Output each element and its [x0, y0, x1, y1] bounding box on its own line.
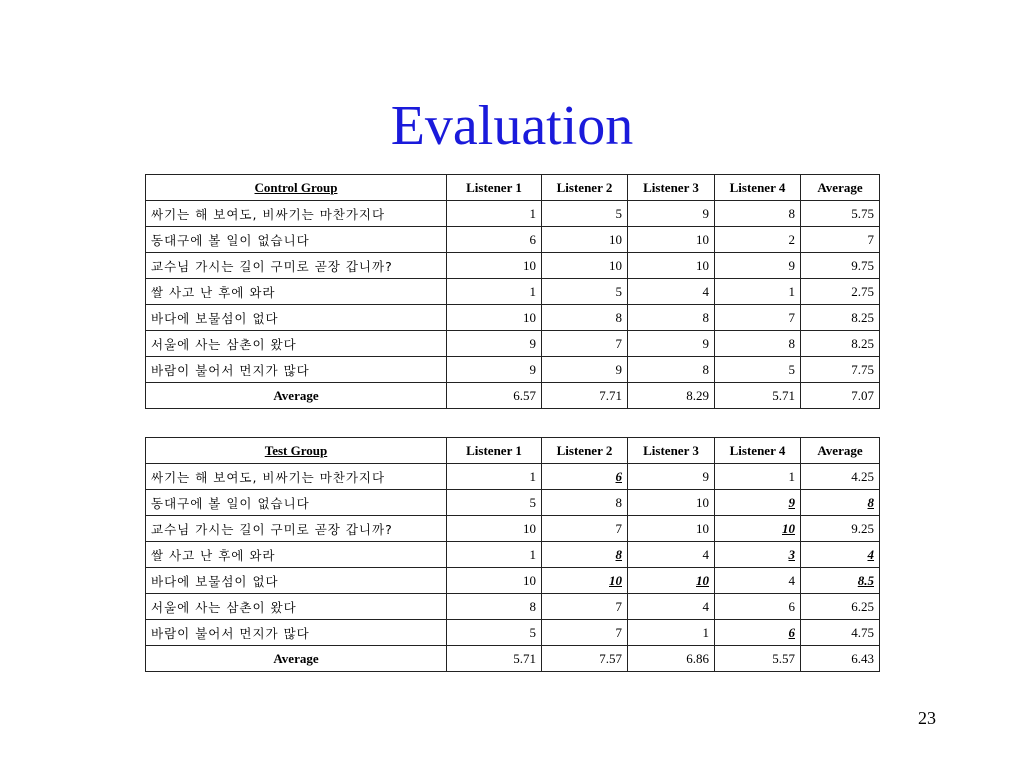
score-cell: 10 [447, 253, 542, 279]
column-header: Listener 4 [715, 438, 801, 464]
average-cell: 5.57 [715, 646, 801, 672]
score-cell: 8.25 [801, 331, 880, 357]
column-header: Average [801, 438, 880, 464]
table-row [146, 464, 880, 490]
phrase-cell: 싸기는 해 보여도, 비싸기는 마찬가지다 [146, 464, 447, 490]
average-cell: 6.43 [801, 646, 880, 672]
score-cell: 5 [447, 490, 542, 516]
table-row [146, 279, 880, 305]
score-cell: 8 [542, 490, 628, 516]
score-cell: 7 [542, 620, 628, 646]
column-header: Listener 2 [542, 438, 628, 464]
phrase-cell: 서울에 사는 삼촌이 왔다 [146, 594, 447, 620]
phrase-cell: 바람이 불어서 먼지가 많다 [146, 620, 447, 646]
score-cell: 8 [447, 594, 542, 620]
average-cell: 5.71 [715, 383, 801, 409]
score-cell: 10 [628, 568, 715, 594]
score-cell: 6 [715, 594, 801, 620]
score-cell: 8 [542, 542, 628, 568]
score-cell: 8 [715, 201, 801, 227]
score-cell: 9 [447, 331, 542, 357]
score-cell: 2 [715, 227, 801, 253]
phrase-cell: 쌀 사고 난 후에 와라 [146, 542, 447, 568]
column-header: Listener 3 [628, 175, 715, 201]
average-cell: 6.57 [447, 383, 542, 409]
table-row [146, 594, 880, 620]
score-cell: 4 [628, 594, 715, 620]
score-cell: 1 [447, 542, 542, 568]
phrase-cell: 바다에 보물섬이 없다 [146, 305, 447, 331]
phrase-cell: 교수님 가시는 길이 구미로 곧장 갑니까? [146, 253, 447, 279]
phrase-cell: 동대구에 볼 일이 없습니다 [146, 490, 447, 516]
score-cell: 10 [447, 516, 542, 542]
average-cell: 5.71 [447, 646, 542, 672]
table-row [146, 331, 880, 357]
score-cell: 5.75 [801, 201, 880, 227]
average-row [146, 646, 880, 672]
column-header: Listener 1 [447, 175, 542, 201]
table-row [146, 542, 880, 568]
phrase-cell: 바람이 불어서 먼지가 많다 [146, 357, 447, 383]
average-cell: 7.07 [801, 383, 880, 409]
phrase-cell: 싸기는 해 보여도, 비싸기는 마찬가지다 [146, 201, 447, 227]
score-cell: 6.25 [801, 594, 880, 620]
score-cell: 10 [628, 490, 715, 516]
score-cell: 1 [447, 201, 542, 227]
average-cell: 7.57 [542, 646, 628, 672]
score-cell: 8.25 [801, 305, 880, 331]
score-cell: 6 [447, 227, 542, 253]
score-cell: 1 [715, 279, 801, 305]
score-cell: 5 [542, 201, 628, 227]
score-cell: 3 [715, 542, 801, 568]
slide-title: Evaluation [390, 95, 634, 157]
average-row [146, 383, 880, 409]
score-cell: 7 [542, 516, 628, 542]
table-row [146, 357, 880, 383]
score-cell: 9 [628, 201, 715, 227]
score-cell: 8 [628, 305, 715, 331]
table-row [146, 227, 880, 253]
score-cell: 7 [801, 227, 880, 253]
score-cell: 9 [628, 331, 715, 357]
score-cell: 4.75 [801, 620, 880, 646]
score-cell: 8 [542, 305, 628, 331]
table-header-row [146, 175, 880, 201]
score-cell: 9 [542, 357, 628, 383]
score-cell: 4 [628, 279, 715, 305]
score-cell: 7 [542, 594, 628, 620]
column-header: Average [801, 175, 880, 201]
score-cell: 10 [628, 253, 715, 279]
score-cell: 6 [542, 464, 628, 490]
score-cell: 10 [628, 516, 715, 542]
score-cell: 10 [628, 227, 715, 253]
score-cell: 7 [542, 331, 628, 357]
control-group-table [145, 174, 880, 409]
table-row [146, 305, 880, 331]
score-cell: 10 [542, 227, 628, 253]
score-cell: 1 [447, 464, 542, 490]
score-cell: 1 [628, 620, 715, 646]
score-cell: 6 [715, 620, 801, 646]
average-cell: 6.86 [628, 646, 715, 672]
score-cell: 5 [715, 357, 801, 383]
average-cell: 8.29 [628, 383, 715, 409]
table-row [146, 568, 880, 594]
score-cell: 5 [447, 620, 542, 646]
score-cell: 9 [715, 490, 801, 516]
score-cell: 8.5 [801, 568, 880, 594]
column-header: Listener 2 [542, 175, 628, 201]
score-cell: 9 [715, 253, 801, 279]
page-number: 23 [918, 708, 936, 728]
average-label: Average [146, 383, 447, 409]
column-header: Listener 3 [628, 438, 715, 464]
score-cell: 5 [542, 279, 628, 305]
group-header: Control Group [146, 175, 447, 201]
group-header: Test Group [146, 438, 447, 464]
average-cell: 7.71 [542, 383, 628, 409]
score-cell: 9 [447, 357, 542, 383]
score-cell: 10 [447, 305, 542, 331]
phrase-cell: 교수님 가시는 길이 구미로 곧장 갑니까? [146, 516, 447, 542]
score-cell: 8 [715, 331, 801, 357]
score-cell: 1 [715, 464, 801, 490]
score-cell: 10 [715, 516, 801, 542]
column-header: Listener 1 [447, 438, 542, 464]
score-cell: 4 [628, 542, 715, 568]
score-cell: 7.75 [801, 357, 880, 383]
score-cell: 10 [542, 568, 628, 594]
score-cell: 9.25 [801, 516, 880, 542]
average-label: Average [146, 646, 447, 672]
table-header-row [146, 438, 880, 464]
score-cell: 10 [542, 253, 628, 279]
table-row [146, 620, 880, 646]
score-cell: 2.75 [801, 279, 880, 305]
phrase-cell: 서울에 사는 삼촌이 왔다 [146, 331, 447, 357]
score-cell: 4.25 [801, 464, 880, 490]
phrase-cell: 바다에 보물섬이 없다 [146, 568, 447, 594]
score-cell: 8 [801, 490, 880, 516]
score-cell: 9 [628, 464, 715, 490]
phrase-cell: 동대구에 볼 일이 없습니다 [146, 227, 447, 253]
score-cell: 9.75 [801, 253, 880, 279]
table-row [146, 201, 880, 227]
score-cell: 4 [715, 568, 801, 594]
table-row [146, 490, 880, 516]
phrase-cell: 쌀 사고 난 후에 와라 [146, 279, 447, 305]
score-cell: 8 [628, 357, 715, 383]
score-cell: 7 [715, 305, 801, 331]
score-cell: 1 [447, 279, 542, 305]
table-row [146, 253, 880, 279]
score-cell: 4 [801, 542, 880, 568]
table-row [146, 516, 880, 542]
test-group-table [145, 437, 880, 672]
column-header: Listener 4 [715, 175, 801, 201]
score-cell: 10 [447, 568, 542, 594]
